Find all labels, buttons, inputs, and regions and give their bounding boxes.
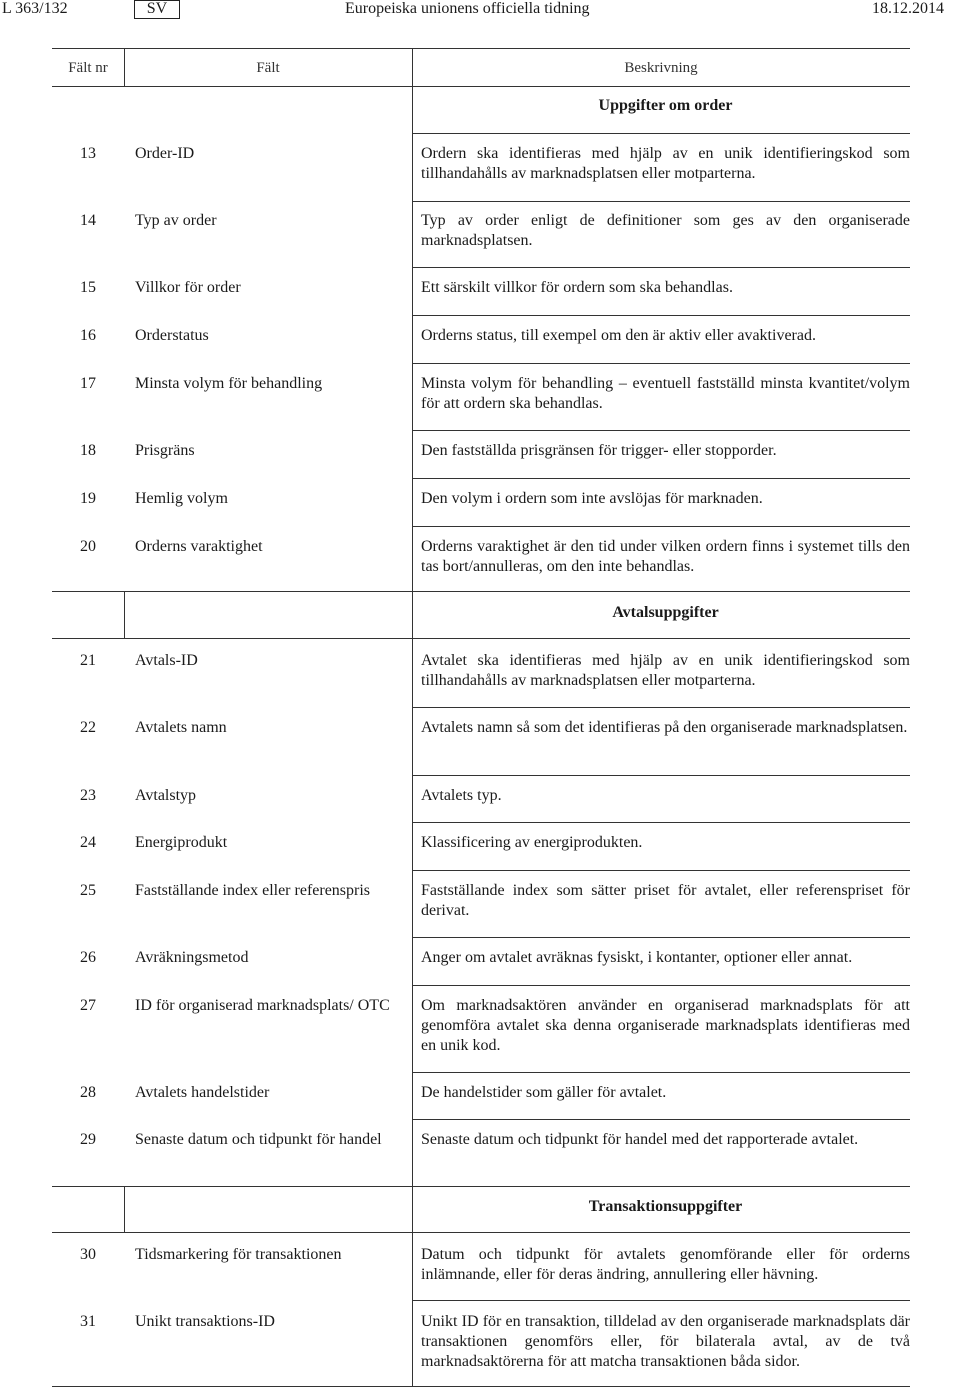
field-name: Fastställande index eller referenspris <box>135 882 371 899</box>
table-rule <box>52 1232 910 1233</box>
field-name: Hemlig volym <box>135 490 228 507</box>
table-rule <box>412 1300 910 1301</box>
field-number: 19 <box>80 490 96 507</box>
field-number: 18 <box>80 442 96 459</box>
field-name: Avtalets namn <box>135 719 227 736</box>
field-number: 30 <box>80 1246 96 1263</box>
table-rule <box>412 430 910 431</box>
field-description: Den volym i ordern som inte avslöjas för marknaden. <box>421 490 763 507</box>
field-number: 25 <box>80 882 96 899</box>
field-description: Fastställande index som sätter priset för avtalet, eller referenspriset för derivat. <box>421 882 910 919</box>
field-description: Unikt ID för en transaktion, tilldelad av den organiserade marknadsplats där transaktionen genomförs eller, för bilaterala avtal, av de två marknadsaktörerna för att matcha transaktionen båda sidor. <box>421 1313 910 1370</box>
field-name: Energiprodukt <box>135 834 228 851</box>
field-name: Typ av order <box>135 212 217 229</box>
column-header-nr: Fält nr <box>68 60 108 76</box>
field-number: 31 <box>80 1313 96 1330</box>
field-number: 13 <box>80 145 96 162</box>
field-number: 21 <box>80 652 96 669</box>
journal-title: Europeiska unionens officiella tidning <box>345 0 590 17</box>
field-description: Klassificering av energiprodukten. <box>421 834 643 851</box>
field-number: 28 <box>80 1084 96 1101</box>
field-description: Orderns status, till exempel om den är aktiv eller avaktiverad. <box>421 327 816 344</box>
field-description: Minsta volym för behandling – eventuell fastställd minsta kvantitet/volym för att ordern ska behandlas. <box>421 375 910 412</box>
field-name: Avtalets handelstider <box>135 1084 270 1101</box>
field-name: Unikt transaktions-ID <box>135 1313 275 1330</box>
field-description: Avtalets namn så som det identifieras på den organiserade marknadsplatsen. <box>421 719 908 736</box>
table-rule <box>412 1072 910 1073</box>
field-name: Order-ID <box>135 145 195 162</box>
section-title: Transaktionsuppgifter <box>588 1198 743 1215</box>
table-rule <box>52 1186 910 1187</box>
field-name: Villkor för order <box>135 279 241 296</box>
field-number: 27 <box>80 997 96 1014</box>
table-rule <box>412 1119 910 1120</box>
field-name: Prisgräns <box>135 442 195 459</box>
table-rule <box>52 1386 910 1387</box>
field-name: Orderns varaktighet <box>135 538 263 555</box>
field-number: 22 <box>80 719 96 736</box>
table-rule <box>412 707 910 708</box>
page-reference: L 363/132 <box>2 0 68 17</box>
table-rule <box>412 985 910 986</box>
field-number: 20 <box>80 538 96 555</box>
field-description: Anger om avtalet avräknas fysiskt, i kontanter, optioner eller annat. <box>421 949 853 966</box>
page-header <box>0 0 960 20</box>
section-title: Uppgifter om order <box>598 97 733 114</box>
table-rule <box>52 86 910 87</box>
field-name: Avtalstyp <box>135 787 197 804</box>
publication-date: 18.12.2014 <box>872 0 944 17</box>
table-rule <box>412 937 910 938</box>
field-description: Ordern ska identifieras med hjälp av en unik identifieringskod som tillhandahålls av marknadsplatsen eller motparterna. <box>421 145 910 182</box>
field-description: Datum och tidpunkt för avtalets genomförande eller för orderns inlämnande, eller för deras ändring, annullering eller hävning. <box>421 1246 910 1283</box>
column-rule <box>412 48 413 1386</box>
field-name: Senaste datum och tidpunkt för handel <box>135 1131 382 1148</box>
column-header-description: Beskrivning <box>624 60 698 76</box>
field-number: 24 <box>80 834 96 851</box>
table-rule <box>52 591 910 592</box>
field-number: 23 <box>80 787 96 804</box>
language-badge: SV <box>134 0 180 19</box>
field-name: ID för organiserad marknadsplats/ OTC <box>135 997 390 1014</box>
table-rule <box>412 478 910 479</box>
column-header-field: Fält <box>256 60 280 76</box>
table-rule <box>412 363 910 364</box>
table-rule <box>52 48 910 49</box>
field-description: Den fastställda prisgränsen för trigger- eller stopporder. <box>421 442 777 459</box>
field-number: 17 <box>80 375 96 392</box>
field-number: 29 <box>80 1131 96 1148</box>
field-description: Ett särskilt villkor för ordern som ska behandlas. <box>421 279 733 296</box>
column-rule <box>124 591 125 638</box>
field-description: Avtalet ska identifieras med hjälp av en unik identifieringskod som tillhandahålls av marknadsplatsen eller motparterna. <box>421 652 910 689</box>
field-number: 14 <box>80 212 96 229</box>
table-rule <box>412 822 910 823</box>
field-number: 26 <box>80 949 96 966</box>
section-title: Avtalsuppgifter <box>612 604 719 621</box>
field-name: Minsta volym för behandling <box>135 375 323 392</box>
field-name: Tidsmarkering för transaktionen <box>135 1246 342 1263</box>
table-rule <box>412 201 910 202</box>
column-rule <box>124 48 125 86</box>
column-rule <box>124 1186 125 1232</box>
field-name: Avtals-ID <box>135 652 198 669</box>
field-description: Om marknadsaktören använder en organiserad marknadsplats för att genomföra avtalet ska denna organiserade marknadsplats identifieras med en unik kod. <box>421 997 910 1054</box>
field-description: Orderns varaktighet är den tid under vilken ordern finns i systemet tills den tas bort/annulleras, om den inte behandlas. <box>421 538 910 575</box>
field-name: Orderstatus <box>135 327 209 344</box>
table-rule <box>412 775 910 776</box>
field-description: Avtalets typ. <box>421 787 502 804</box>
table-rule <box>412 870 910 871</box>
table-rule <box>412 133 910 134</box>
field-description: Senaste datum och tidpunkt för handel med det rapporterade avtalet. <box>421 1131 859 1148</box>
table-rule <box>412 267 910 268</box>
field-name: Avräkningsmetod <box>135 949 249 966</box>
field-number: 15 <box>80 279 96 296</box>
field-description: Typ av order enligt de definitioner som ges av den organiserade marknadsplatsen. <box>421 212 910 249</box>
table-rule <box>412 315 910 316</box>
field-number: 16 <box>80 327 96 344</box>
table-rule <box>52 638 910 639</box>
field-description: De handelstider som gäller för avtalet. <box>421 1084 667 1101</box>
table-rule <box>412 526 910 527</box>
